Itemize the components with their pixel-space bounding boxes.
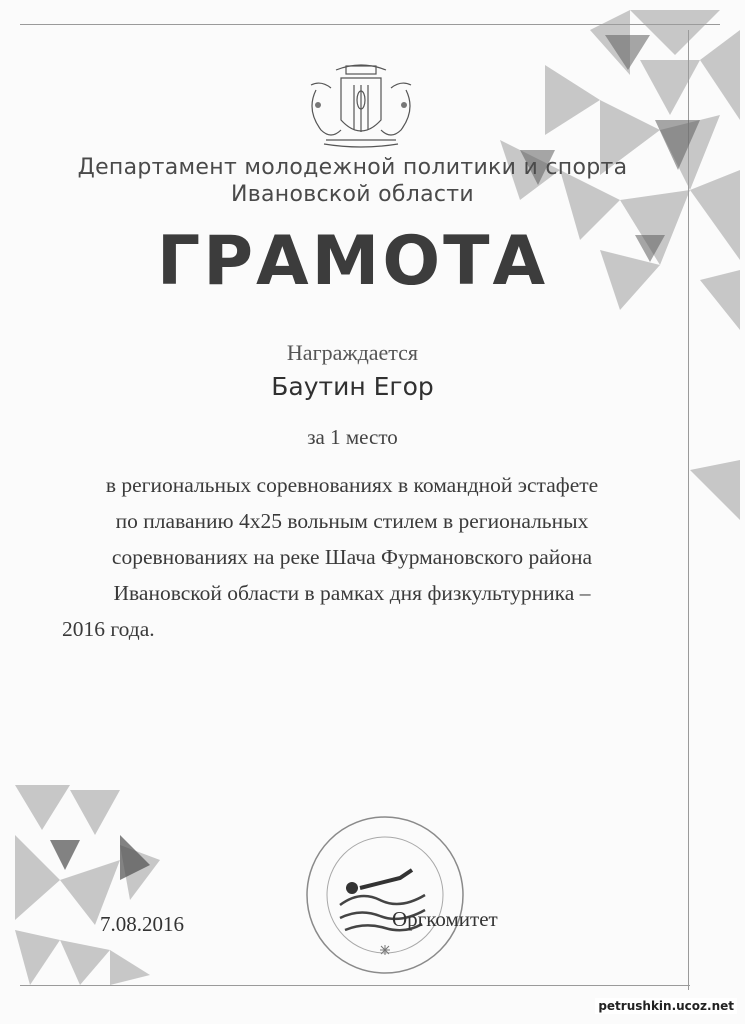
recipient-name: Баутин Егор bbox=[271, 372, 434, 401]
signature-label: Оргкомитет bbox=[392, 907, 498, 931]
description-line: соревнованиях на реке Шача Фурмановского района bbox=[111, 545, 593, 569]
award-date: 7.08.2016 bbox=[100, 912, 184, 936]
place-text: за 1 место bbox=[307, 425, 398, 449]
site-watermark: petrushkin.ucoz.net bbox=[595, 998, 737, 1014]
description-line: в региональных соревнованиях в командной эстафете bbox=[105, 473, 599, 497]
certificate-title: ГРАМОТА bbox=[156, 222, 549, 301]
description-line: 2016 года. bbox=[62, 617, 155, 641]
award-description bbox=[62, 467, 642, 647]
department-line-2: Ивановской области bbox=[230, 182, 475, 207]
description-line: Ивановской области в рамках дня физкультурника – bbox=[113, 581, 591, 605]
description-line: по плаванию 4x25 вольным стилем в региональных bbox=[115, 509, 589, 533]
awarded-label: Награждается bbox=[286, 340, 419, 365]
department-line-1: Департамент молодежной политики и спорта bbox=[77, 155, 628, 180]
swimmer-seal-icon bbox=[300, 810, 470, 980]
coat-of-arms-icon bbox=[296, 60, 426, 150]
